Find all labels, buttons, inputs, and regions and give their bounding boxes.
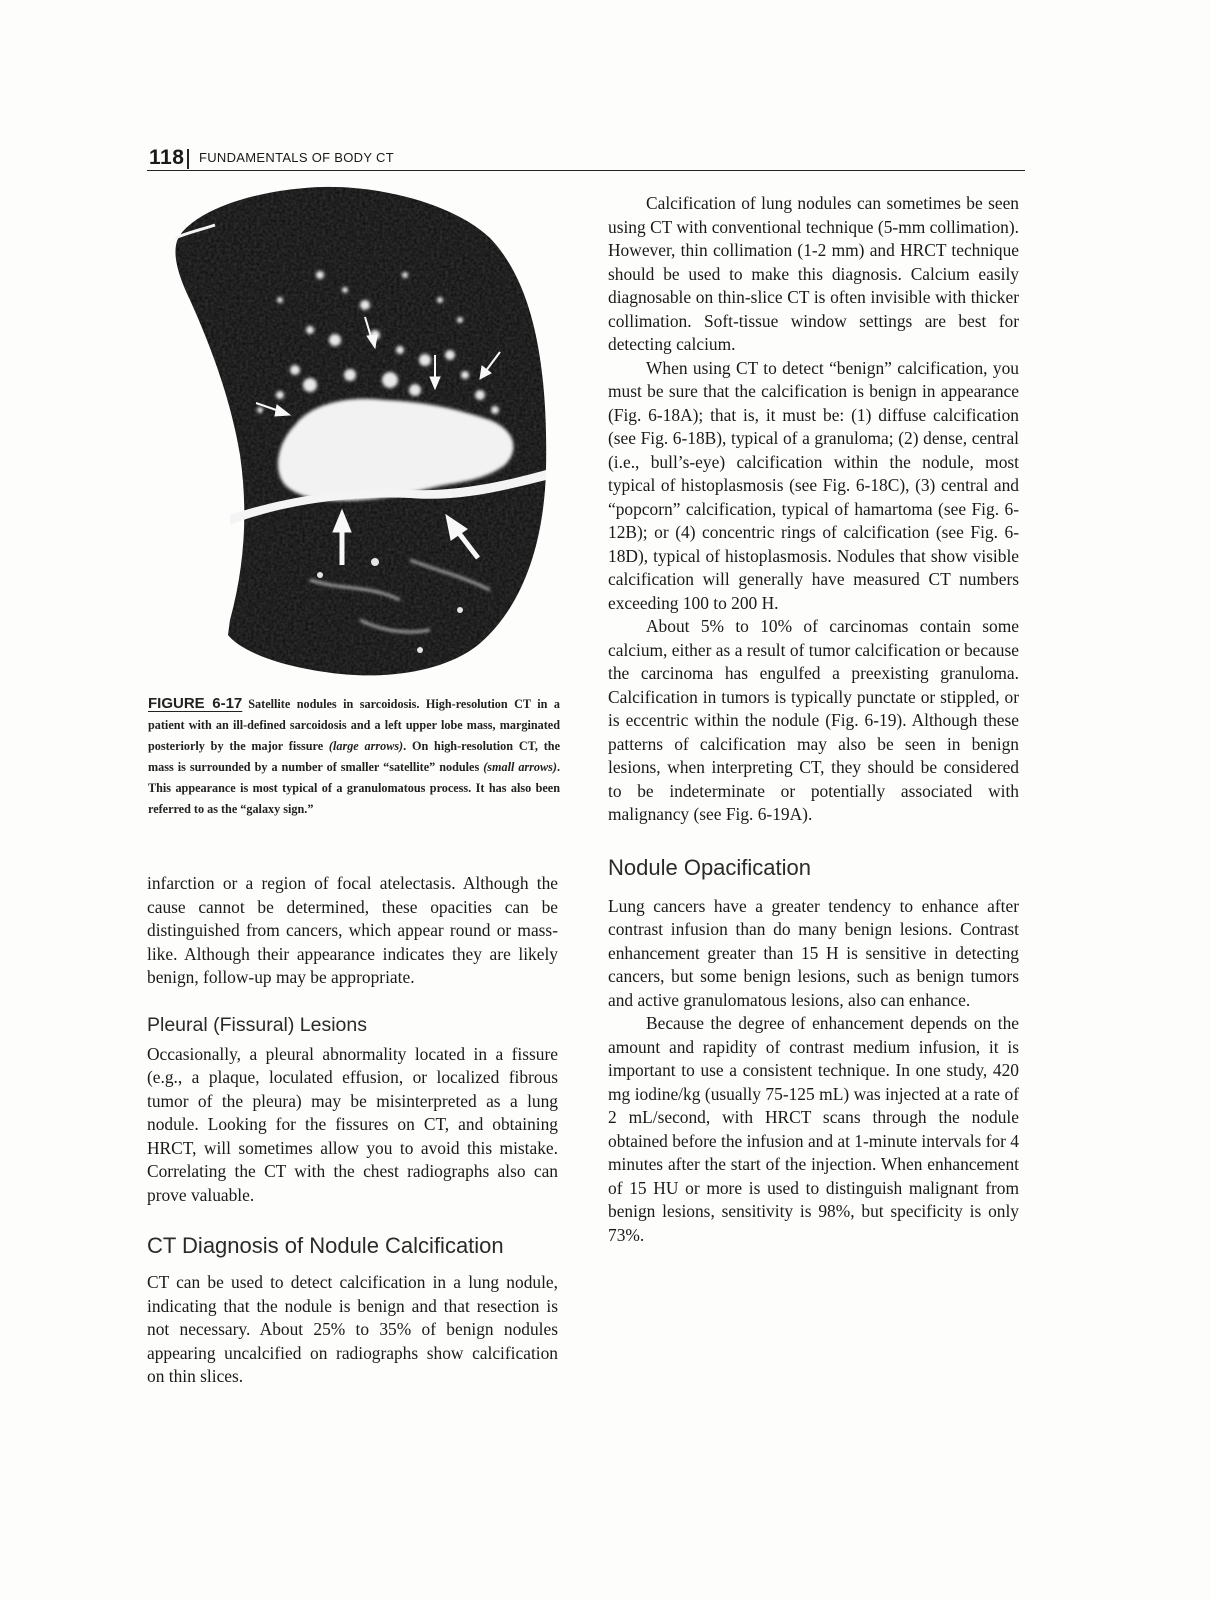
paragraph: Calcification of lung nodules can sometimes be seen using CT with conventional technique (5-mm collimation). However, thin collimation (1-2 mm) and HRCT technique should be used to make this diagnosis. Calcium easily diagnosable on thin-slice CT is often invisible with thicker collimation. Soft-tissue window settings are best for detecting calcium. [608, 193, 1019, 354]
paragraph: Occasionally, a pleural abnormality located in a fissure (e.g., a plaque, loculated effusion, or localized fibrous tumor of the pleura) may be misinterpreted as a lung nodule. Looking for the fissures on CT, and obtaining HRCT, will sometimes allow you to avoid this mistake. Correlating the CT with the chest radiographs also can prove valuable. [147, 1043, 558, 1205]
figure-label: FIGURE 6-17 [148, 695, 243, 712]
section-heading: CT Diagnosis of Nodule Calcification [147, 1233, 504, 1258]
ct-scan-image [160, 180, 560, 680]
left-column [147, 872, 558, 1389]
section-heading: Nodule Opacification [608, 854, 812, 880]
caption-text: . This appearance is most typical of a granulomatous process. It has also been referred to as the “galaxy sign.” [148, 760, 560, 816]
paragraph: CT can be used to detect calcification in a lung nodule, indicating that the nodule is benign and that resection is not necessary. About 25% to 35% of benign nodules appearing uncalcified on radiographs show calcification on thin slices. [147, 1272, 558, 1386]
book-title: FUNDAMENTALS OF BODY CT [199, 150, 394, 165]
caption-large-arrows: (large arrows) [328, 739, 404, 753]
caption-small-arrows: (small arrows) [483, 760, 557, 774]
section-heading: Pleural (Fissural) Lesions [147, 1013, 367, 1036]
figure-caption [148, 693, 560, 820]
running-head [147, 146, 1025, 171]
paragraph: Lung cancers have a greater tendency to enhance after contrast infusion than do many benign lesions. Contrast enhancement greater than 15 H is sensitive in detecting cancers, but some benign lesions, such as benign tumors and active granulomatous lesions, also can enhance. [608, 895, 1019, 1010]
header-divider [187, 149, 189, 169]
caption-text: . On high-resolution CT, the mass is surrounded by a number of smaller “satellite” nodules [148, 739, 560, 774]
paragraph: Because the degree of enhancement depends on the amount and rapidity of contrast medium infusion, it is important to use a consistent technique. In one study, 420 mg iodine/kg (usually 75-125 mL) was injected at a rate of 2 mL/second, with HRCT scans through the nodule obtained before the infusion and at 1-minute intervals for 4 minutes after the start of the injection. When enhancement of 15 HU or more is used to distinguish malignant from benign lesions, sensitivity is 98%, but specificity is only 73%. [608, 1013, 1019, 1245]
caption-text: Satellite nodules in sarcoidosis. High-resolution CT in a patient with an ill-defined sarcoidosis and a left upper lobe mass, marginated posteriorly by the major fissure [148, 697, 561, 753]
page-number: 118 [149, 146, 185, 169]
paragraph: infarction or a region of focal atelectasis. Although the cause cannot be determined, these opacities can be distinguished from cancers, which appear round or mass-like. Although their appearance indicates they are likely benign, follow-up may be appropriate. [147, 873, 558, 987]
paragraph: About 5% to 10% of carcinomas contain some calcium, either as a result of tumor calcification or because the carcinoma has engulfed a preexisting granuloma. Calcification in tumors is typically punctate or stippled, or is eccentric within the nodule (Fig. 6-19). Although these patterns of calcification may also be seen in benign lesions, when interpreting CT, they should be considered to be indeterminate or potentially associated with malignancy (see Fig. 6-19A). [608, 616, 1019, 824]
right-column [608, 192, 1019, 1247]
paragraph: When using CT to detect “benign” calcification, you must be sure that the calcification is benign in appearance (Fig. 6-18A); that is, it must be: (1) diffuse calcification (see Fig. 6-18B), typical of a granuloma; (2) dense, central (i.e., bull’s-eye) calcification within the nodule, most typical of histoplasmosis (see Fig. 6-18C), (3) central and “popcorn” calcification, typical of hamartoma (see Fig. 6-12B); or (4) concentric rings of calcification (see Fig. 6-18D), typical of histoplasmosis. Nodules that show visible calcification will generally have measured CT numbers exceeding 100 to 200 H. [608, 357, 1019, 613]
